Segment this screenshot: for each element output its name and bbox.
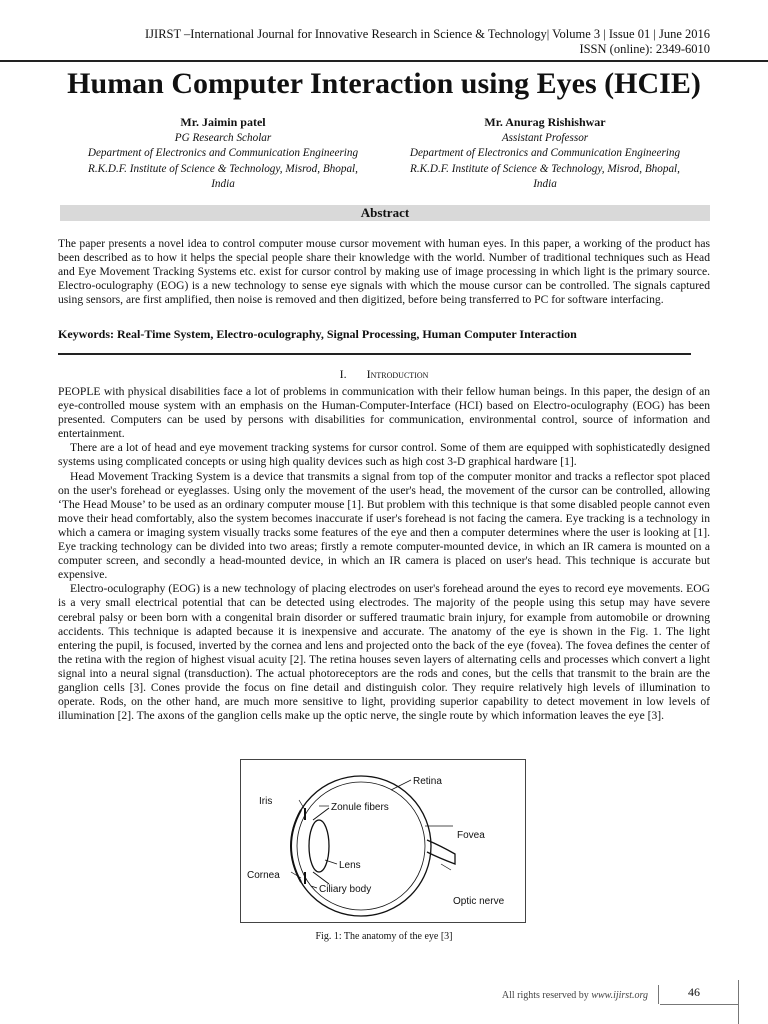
author-block-1 — [58, 115, 388, 193]
label-ciliary: Ciliary body — [319, 884, 372, 895]
section-number: I. — [339, 367, 347, 381]
author-name: Mr. Jaimin patel — [180, 115, 266, 129]
label-retina: Retina — [413, 776, 442, 787]
issn-line: ISSN (online): 2349-6010 — [579, 42, 710, 56]
label-optic: Optic nerve — [453, 896, 505, 907]
author-institute: R.K.D.F. Institute of Science & Technology, Misrod, Bhopal, — [88, 162, 358, 175]
eye-diagram — [241, 760, 527, 924]
paragraph: Electro-oculography (EOG) is a new technology of placing electrodes on user's forehead around the eyes to record eye movements. EOG is a very small electrical potential that can be detected using electrodes. The majority of the people using this setup may have severe cerebral palsy or been born with a congenital brain disorder or suffered traumatic brain injury, for example from automobile or drowning accidents. This technique is adapted because it is inexpensive and accurate. The anatomy of the eye is shown in the Fig. 1. The light entering the pupil, is focused, inverted by the cornea and lens and projected onto the back of the eye (fovea). The fovea defines the center of the retina with the region of highest visual acuity [2]. The retina houses seven layers of alternating cells and processes which convert a light signal into a neural signal (transduction). The actual photoreceptors are the rods and cones, but the cells that transmit to the brain are the ganglion cells [3]. Cones provide the focus on fine detail and distinguish color. They require relatively high levels of illumination to operate. Rods, on the other hand, are much more sensitive to light, providing superior capability to detect movement in low levels of illumination [2]. The axons of the ganglion cells make up the optic nerve, the single route by which information leaves the eye [3]. — [58, 582, 710, 723]
section-body — [58, 385, 710, 723]
footer-rule-vertical — [738, 980, 739, 1024]
author-department: Department of Electronics and Communication Engineering — [409, 147, 681, 159]
label-fovea: Fovea — [457, 830, 485, 841]
header-rule — [0, 60, 768, 62]
author-role: PG Research Scholar — [174, 131, 272, 144]
footer-rights — [400, 990, 648, 1002]
author-country: India — [211, 178, 235, 190]
paragraph: There are a lot of head and eye movement tracking systems for cursor control. Some of them are equipped with sophisticatedly designed systems using complicated concepts or using high quality devices such as high cost 3-D graphical hardware [1]. — [58, 441, 710, 469]
rights-text: All rights reserved by — [501, 990, 592, 1001]
label-zonule: Zonule fibers — [331, 802, 389, 813]
author-name: Mr. Anurag Rishishwar — [484, 115, 606, 129]
author-block-2 — [380, 115, 710, 193]
paper-title: Human Computer Interaction using Eyes (HCIE) — [67, 67, 701, 100]
journal-header: IJIRST –International Journal for Innovative Research in Science & Technology| Volume 3 | Issue 01 | June 2016 — [145, 27, 710, 41]
page-number: 46 — [688, 985, 700, 999]
author-role: Assistant Professor — [501, 131, 589, 144]
label-cornea: Cornea — [247, 870, 280, 881]
eye-anatomy-figure — [240, 759, 526, 923]
footer-rule-left — [658, 985, 659, 1004]
label-lens: Lens — [339, 860, 361, 871]
paragraph: Head Movement Tracking System is a device that transmits a signal from top of the computer monitor and tracks a reflector spot placed on the user's forehead or eyeglasses. Using only the movement of the user's head, the movement of the cursor can be controlled, allowing ‘The Head Mouse’ to be used as an ordinary computer mouse [1]. But problem with this technique is that some disabled people cannot even move their head comfortably, also the system becomes inaccurate if user's forehead is not facing the camera. Eye tracking is a technology in which a camera or imaging system visually tracks some features of the eye and then a computer determines where the user is looking at [1]. Eye tracking technology can be divided into two areas; firstly a remote computer-mounted device, in which an IR camera is mounted on a computer screen, and secondly a head-mounted device, in which an IR camera is placed on user's head. This technique is accurate but expensive. — [58, 469, 710, 582]
figure-caption: Fig. 1: The anatomy of the eye [3] — [315, 931, 453, 942]
section-heading — [0, 367, 768, 381]
site-link[interactable]: www.ijirst.org — [591, 990, 648, 1001]
keywords-rule — [58, 353, 691, 355]
cornea-shape — [291, 810, 301, 882]
zonule-lines — [313, 808, 329, 884]
label-iris: Iris — [259, 796, 273, 807]
abstract-heading: Abstract — [60, 205, 710, 221]
lens-shape — [309, 820, 329, 872]
author-department: Department of Electronics and Communication Engineering — [87, 147, 359, 159]
author-institute: R.K.D.F. Institute of Science & Technology, Misrod, Bhopal, — [410, 162, 680, 175]
author-country: India — [533, 178, 557, 190]
paragraph: PEOPLE with physical disabilities face a lot of problems in communication with their fellow human beings. In this paper, the design of an eye-controlled mouse system with an emphasis on the Human-Computer-Interface (HCI) based on Electro-oculography (EOG) has been presented. Computers can be used by persons with disabilities for communication, environmental control, source of information and entertainment. — [58, 385, 710, 441]
keywords: Keywords: Real-Time System, Electro-oculography, Signal Processing, Human Computer Interaction — [58, 327, 577, 341]
leader-optic — [441, 864, 451, 870]
eyeball-outer — [291, 776, 431, 916]
footer-rule — [660, 1004, 738, 1005]
section-title: Introduction — [366, 367, 429, 381]
abstract-text: The paper presents a novel idea to control computer mouse cursor movement with human eyes. In this paper, a working of the product has been described as to how it helps the special people share their knowledge with the world. Number of traditional techniques such as Head and Eye Movement Tracking Systems etc. exist for cursor control by making use of image processing in which light is the primary source. Electro-oculography (EOG) is a new technology to sense eye signals with which the mouse cursor can be controlled. The signals captured using sensors, are first amplified, then noise is removed and then digitized, before being transferred to PC for software interfacing. — [58, 237, 710, 307]
